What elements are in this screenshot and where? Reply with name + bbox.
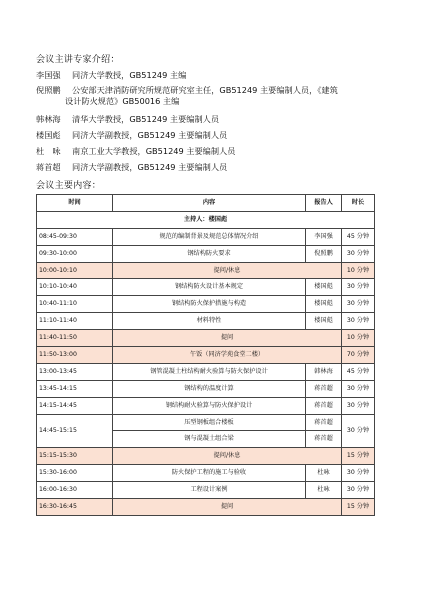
expert-entry: [36, 114, 219, 125]
cell-speaker: 韩林海: [306, 363, 342, 380]
expert-entry: [36, 146, 235, 157]
table-row: [37, 313, 375, 330]
break-row: [37, 448, 375, 465]
table-row: [37, 482, 375, 499]
cell-speaker: 蒋首超: [306, 431, 342, 448]
cell-content: 提问: [113, 330, 342, 347]
cell-duration: 30 分钟: [342, 482, 375, 499]
cell-speaker: 杜咏: [306, 482, 342, 499]
expert-desc: 同济大学副教授，GB51249 主要编制人员: [72, 162, 228, 172]
table-header-row: [37, 195, 375, 212]
expert-desc: 同济大学副教授，GB51249 主要编制人员: [72, 130, 228, 140]
cell-speaker: 蒋首超: [306, 380, 342, 397]
cell-duration: 30 分钟: [342, 380, 375, 397]
cell-speaker: 李国强: [306, 228, 342, 245]
cell-duration: 45 分钟: [342, 363, 375, 380]
header-content: 内容: [113, 195, 306, 212]
cell-speaker: 倪照鹏: [306, 245, 342, 262]
cell-time: 11:40-11:50: [37, 330, 113, 347]
host-label: 主持人：楼国彪: [37, 211, 375, 228]
cell-speaker: 楼国彪: [306, 279, 342, 296]
cell-speaker: 蒋首超: [306, 397, 342, 414]
cell-time: 15:15-15:30: [37, 448, 113, 465]
cell-content: 压型钢板组合楼板: [113, 414, 306, 431]
cell-duration: 30 分钟: [342, 245, 375, 262]
cell-content: 钢结构防火要求: [113, 245, 306, 262]
table-row: [37, 414, 375, 431]
cell-duration: 10 分钟: [342, 262, 375, 279]
expert-desc: 公安部天津消防研究所规范研究室主任，GB51249 主要编制人员，《建筑: [72, 85, 338, 95]
cell-content: 钢与混凝土组合梁: [113, 431, 306, 448]
table-row: [37, 245, 375, 262]
table-row: [37, 397, 375, 414]
cell-content: 提问: [113, 499, 342, 516]
cell-time: 14:45-15:15: [37, 414, 113, 448]
cell-time: 08:45-09:30: [37, 228, 113, 245]
expert-desc: 同济大学教授，GB51249 主编: [72, 70, 187, 80]
expert-entry: [36, 70, 186, 81]
expert-desc: 南京工业大学教授，GB51249 主要编制人员: [72, 146, 236, 156]
expert-name: 杜 咏: [36, 146, 61, 156]
break-row: [37, 499, 375, 516]
cell-time: 16:30-16:45: [37, 499, 113, 516]
cell-duration: 15 分钟: [342, 448, 375, 465]
table-row: [37, 380, 375, 397]
header-duration: 时长: [342, 195, 375, 212]
table-row: [37, 279, 375, 296]
table-row: [37, 296, 375, 313]
table-row: [37, 228, 375, 245]
cell-content: 工程设计案例: [113, 482, 306, 499]
cell-content: 午饭（同济学苑食堂二楼）: [113, 347, 342, 364]
header-time: 时间: [37, 195, 113, 212]
expert-name: 韩林海: [36, 114, 61, 124]
cell-duration: 15 分钟: [342, 499, 375, 516]
expert-name: 楼国彪: [36, 130, 61, 140]
expert-entry: [36, 162, 227, 173]
host-row: [37, 211, 375, 228]
cell-time: 10:00-10:10: [37, 262, 113, 279]
cell-duration: 30 分钟: [342, 313, 375, 330]
expert-desc-continued: 设计防火规范》GB50016 主编: [65, 96, 180, 106]
cell-time: 10:10-10:40: [37, 279, 113, 296]
expert-name: 李国强: [36, 70, 61, 80]
cell-content: 钢管混凝土柱结构耐火验算与防火保护设计: [113, 363, 306, 380]
cell-content: 防火保护工程的施工与验收: [113, 465, 306, 482]
cell-time: 11:50-13:00: [37, 347, 113, 364]
schedule-table: [36, 194, 375, 516]
cell-content: 材料特性: [113, 313, 306, 330]
expert-entry: [36, 130, 227, 141]
lunch-row: [37, 347, 375, 364]
experts-title: 会议主讲专家介绍：: [36, 55, 120, 65]
cell-content: 钢结构防火设计基本规定: [113, 279, 306, 296]
cell-duration: 30 分钟: [342, 296, 375, 313]
cell-time: 16:00-16:30: [37, 482, 113, 499]
cell-speaker: 杜咏: [306, 465, 342, 482]
cell-duration: 10 分钟: [342, 330, 375, 347]
cell-time: 13:45-14:15: [37, 380, 113, 397]
cell-time: 11:10-11:40: [37, 313, 113, 330]
cell-duration: 30 分钟: [342, 414, 375, 448]
table-row: [37, 363, 375, 380]
cell-content: 钢结构防火保护措施与构造: [113, 296, 306, 313]
break-row: [37, 262, 375, 279]
cell-speaker: 楼国彪: [306, 296, 342, 313]
cell-duration: 45 分钟: [342, 228, 375, 245]
header-speaker: 报告人: [306, 195, 342, 212]
cell-duration: 70 分钟: [342, 347, 375, 364]
expert-desc: 清华大学教授，GB51249 主要编制人员: [72, 114, 220, 124]
cell-time: 13:00-13:45: [37, 363, 113, 380]
break-row: [37, 330, 375, 347]
cell-content: 钢结构耐火验算与防火保护设计: [113, 397, 306, 414]
cell-time: 15:30-16:00: [37, 465, 113, 482]
cell-time: 10:40-11:10: [37, 296, 113, 313]
expert-name: 蒋首超: [36, 162, 61, 172]
cell-duration: 30 分钟: [342, 465, 375, 482]
cell-speaker: 楼国彪: [306, 313, 342, 330]
cell-time: 09:30-10:00: [37, 245, 113, 262]
table-row: [37, 465, 375, 482]
cell-duration: 30 分钟: [342, 279, 375, 296]
cell-speaker: 蒋首超: [306, 414, 342, 431]
cell-content: 规范的编制背景及规范总体情况介绍: [113, 228, 306, 245]
content-title: 会议主要内容：: [36, 181, 102, 191]
expert-name: 倪照鹏: [36, 85, 61, 95]
cell-content: 钢结构的温度计算: [113, 380, 306, 397]
cell-content: 提问/休息: [113, 448, 342, 465]
cell-time: 14:15-14:45: [37, 397, 113, 414]
cell-duration: 30 分钟: [342, 397, 375, 414]
cell-content: 提问/休息: [113, 262, 342, 279]
expert-entry: [36, 85, 338, 107]
